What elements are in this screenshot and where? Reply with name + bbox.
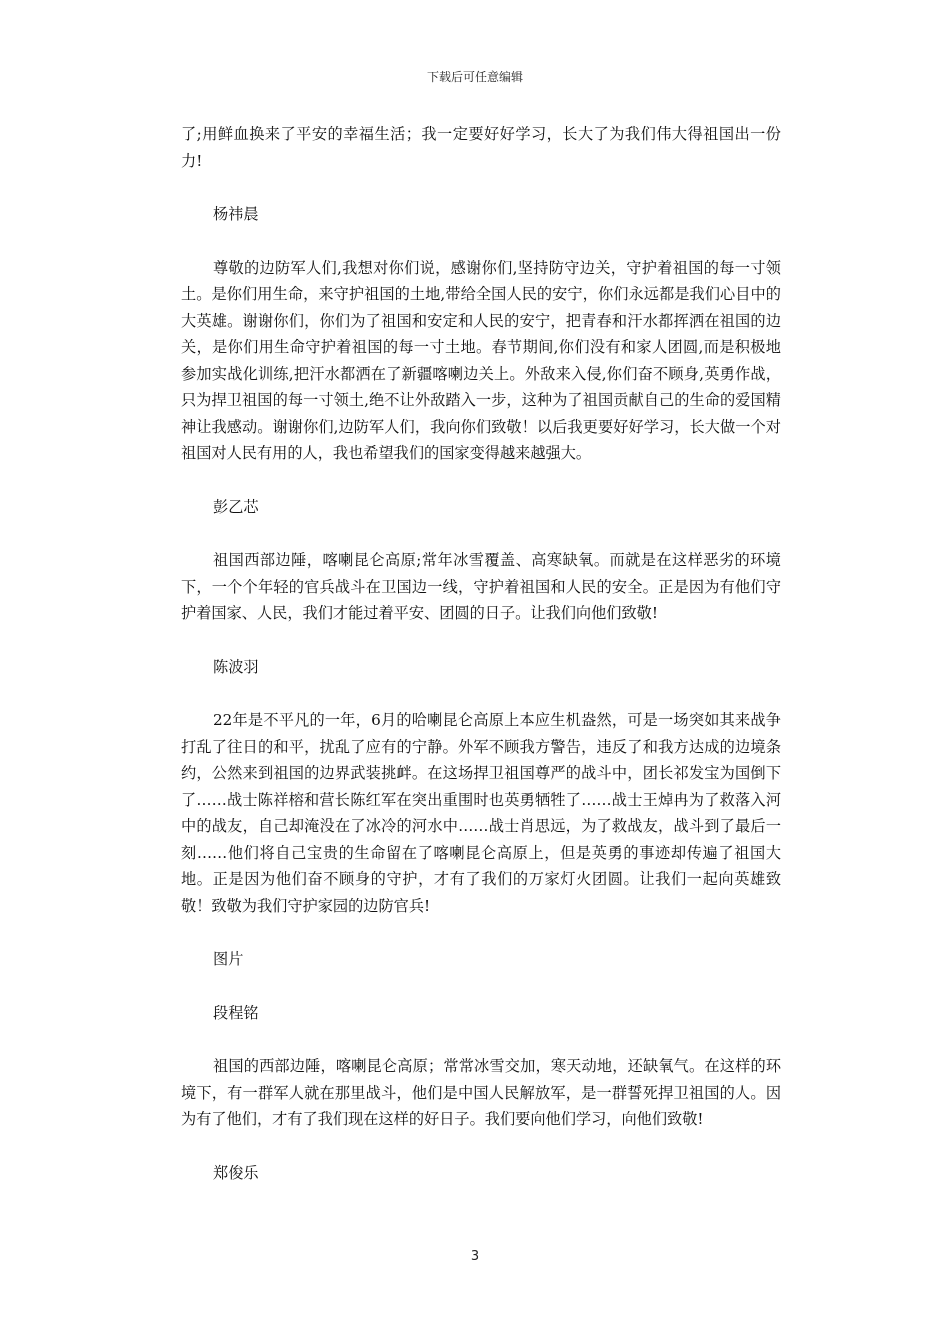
document-body [181,121,781,1213]
paragraph: 22年是不平凡的一年，6月的哈喇昆仑高原上本应生机盎然，可是一场突如其来战争打乱了往日的和平，扰乱了应有的宁静。外军不顾我方警告，违反了和我方达成的边境条约，公然来到祖国的边界武装挑衅。在这场捍卫祖国尊严的战斗中，团长祁发宝为国倒下了……战士陈祥榕和营长陈红军在突出重围时也英勇牺牲了……战士王焯冉为了救落入河中的战友，自己却淹没在了冰冷的河水中……战士肖思远，为了救战友，战斗到了最后一刻……他们将自己宝贵的生命留在了喀喇昆仑高原上，但是英勇的事迹却传遍了祖国大地。正是因为他们奋不顾身的守护，才有了我们的万家灯火团圆。让我们一起向英雄致敬！致敬为我们守护家园的边防官兵! [181,711,781,915]
author-name: 段程铭 [213,1003,259,1022]
paragraph: 祖国西部边陲，喀喇昆仑高原;常年冰雪覆盖、高寒缺氧。而就是在这样恶劣的环境下，一个个年轻的官兵战斗在卫国边一线，守护着祖国和人民的安全。正是因为有他们守护着国家、人民，我们才能过着平安、团圆的日子。让我们向他们致敬! [181,551,781,622]
author-name: 陈波羽 [213,657,259,676]
paragraph: 了;用鲜血换来了平安的幸福生活；我一定要好好学习，长大了为我们伟大得祖国出一份力! [181,125,781,170]
author-name: 彭乙芯 [213,497,259,516]
image-caption: 图片 [213,950,244,968]
paragraph: 祖国的西部边陲，喀喇昆仑高原；常常冰雪交加，寒天动地，还缺氧气。在这样的环境下，有一群军人就在那里战斗，他们是中国人民解放军，是一群誓死捍卫祖国的人。因为有了他们，才有了我们现在这样的好日子。我们要向他们学习，向他们致敬! [181,1057,781,1128]
page-header: 下载后可任意编辑 [426,70,523,84]
paragraph: 尊敬的边防军人们,我想对你们说，感谢你们,坚持防守边关，守护着祖国的每一寸领土。是你们用生命，来守护祖国的土地,带给全国人民的安宁，你们永远都是我们心目中的大英雄。谢谢你们，你们为了祖国和安定和人民的安宁，把青春和汗水都挥洒在祖国的边关，是你们用生命守护着祖国的每一寸土地。春节期间,你们没有和家人团圆,而是积极地参加实战化训练,把汗水都洒在了新疆喀喇边关上。外敌来入侵,你们奋不顾身,英勇作战，只为捍卫祖国的每一寸领土,绝不让外敌踏入一步，这种为了祖国贡献自己的生命的爱国精神让我感动。谢谢你们,边防军人们，我向你们致敬！以后我更要好好学习，长大做一个对祖国对人民有用的人，我也希望我们的国家变得越来越强大。 [181,258,781,462]
author-name: 杨祎晨 [213,205,259,223]
page-number: 3 [470,1249,480,1264]
author-name: 郑俊乐 [213,1163,259,1182]
